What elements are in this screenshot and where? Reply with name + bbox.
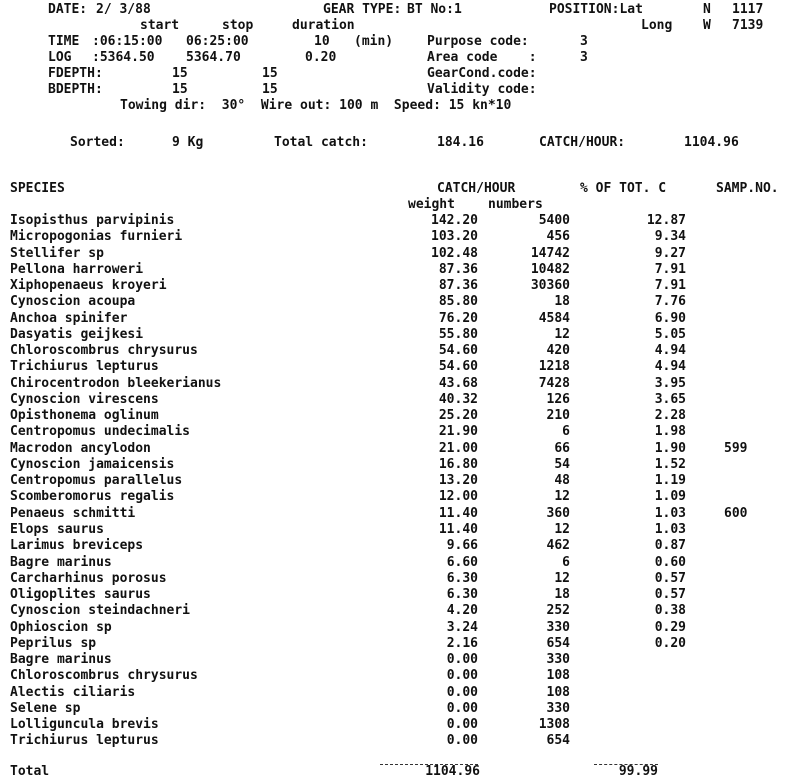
species-name: Xiphopenaeus kroyeri bbox=[10, 278, 167, 293]
percent-cell: 12.87 bbox=[646, 213, 686, 228]
weight-cell: 54.60 bbox=[438, 343, 478, 359]
numbers-cell: 12 bbox=[554, 326, 570, 342]
numbers-cell: 66 bbox=[554, 440, 570, 456]
species-name: Scomberomorus regalis bbox=[10, 489, 175, 505]
weight-cell: 9.66 bbox=[446, 538, 478, 554]
weight-cell: 85.80 bbox=[438, 294, 478, 310]
species-name: Selene sp bbox=[10, 700, 81, 716]
species-name: Dasyatis geijkesi bbox=[10, 326, 144, 342]
weight-cell: 21.90 bbox=[438, 424, 478, 440]
species-name: Chirocentrodon bleekerianus bbox=[10, 375, 222, 391]
percent-cell: 0.20 bbox=[654, 635, 686, 651]
numbers-cell: 330 bbox=[546, 619, 570, 635]
fdepth-label: FDEPTH: bbox=[48, 66, 103, 81]
time-start: :06:15:00 bbox=[92, 34, 163, 49]
species-name: Opisthonema oglinum bbox=[10, 408, 159, 424]
weight-cell: 0.00 bbox=[446, 652, 478, 667]
species-name: Macrodon ancylodon bbox=[10, 440, 151, 456]
time-unit: (min) bbox=[354, 34, 394, 49]
numbers-cell: 4584 bbox=[538, 310, 570, 326]
fdepth-start: 15 bbox=[172, 66, 188, 81]
weight-cell: 6.30 bbox=[446, 570, 478, 586]
total-label: Total bbox=[10, 764, 50, 779]
species-name: Centropomus undecimalis bbox=[10, 424, 191, 440]
weight-cell: 142.20 bbox=[431, 213, 478, 228]
long-hemisphere: W bbox=[703, 18, 711, 33]
numbers-cell: 462 bbox=[546, 538, 570, 554]
weight-cell: 3.24 bbox=[446, 619, 478, 635]
numbers-cell: 108 bbox=[546, 684, 570, 700]
numbers-cell: 108 bbox=[546, 668, 570, 684]
numbers-cell: 330 bbox=[546, 652, 570, 667]
weight-cell: 0.00 bbox=[446, 717, 478, 733]
weight-cell: 21.00 bbox=[438, 440, 478, 456]
numbers-cell: 654 bbox=[546, 733, 570, 749]
species-name: Cynoscion jamaicensis bbox=[10, 456, 175, 472]
numbers-cell: 12 bbox=[554, 570, 570, 586]
numbers-cell: 5400 bbox=[538, 213, 570, 228]
species-name: Bagre marinus bbox=[10, 554, 112, 570]
species-name: Trichiurus lepturus bbox=[10, 733, 159, 749]
numbers-cell: 6 bbox=[562, 554, 570, 570]
gearcond-code-label: GearCond.code: bbox=[427, 66, 537, 81]
weight-cell: 6.60 bbox=[446, 554, 478, 570]
sorted-value: 9 Kg bbox=[172, 135, 204, 150]
numbers-cell: 210 bbox=[546, 408, 570, 424]
towing-info-line: Towing dir: 30° Wire out: 100 m Speed: 15 kn*10 bbox=[120, 98, 512, 113]
lat-hemisphere: N bbox=[703, 2, 711, 17]
total-catch-label: Total catch: bbox=[274, 135, 368, 150]
percent-cell: 1.03 bbox=[654, 521, 686, 537]
validity-code-label: Validity code: bbox=[427, 82, 537, 97]
gear-type-label: GEAR TYPE: bbox=[323, 2, 402, 17]
time-stop: 06:25:00 bbox=[186, 34, 249, 49]
stop-column-label: stop bbox=[222, 18, 254, 33]
numbers-header: numbers bbox=[488, 197, 543, 212]
numbers-cell: 654 bbox=[546, 635, 570, 651]
numbers-cell: 252 bbox=[546, 603, 570, 619]
percent-cell: 6.90 bbox=[654, 310, 686, 326]
purpose-code-label: Purpose code: bbox=[427, 34, 529, 49]
long-value: 7139 bbox=[732, 18, 764, 33]
percent-cell: 0.57 bbox=[654, 570, 686, 586]
log-stop: 5364.70 bbox=[186, 50, 241, 65]
numbers-cell: 54 bbox=[554, 456, 570, 472]
numbers-cell: 18 bbox=[554, 587, 570, 602]
species-header: SPECIES bbox=[10, 181, 65, 196]
numbers-cell: 10482 bbox=[530, 261, 570, 277]
species-name: Cynoscion steindachneri bbox=[10, 603, 191, 619]
sample-number-cell: 600 bbox=[724, 505, 748, 521]
weight-cell: 43.68 bbox=[438, 375, 478, 391]
weight-cell: 40.32 bbox=[438, 391, 478, 407]
numbers-cell: 14742 bbox=[530, 245, 570, 261]
long-label: Long bbox=[641, 18, 673, 33]
weight-cell: 25.20 bbox=[438, 408, 478, 424]
species-name: Stellifer sp bbox=[10, 245, 104, 261]
species-name: Centropomus parallelus bbox=[10, 473, 183, 489]
percent-cell: 5.05 bbox=[654, 326, 686, 342]
percent-cell: 1.90 bbox=[654, 440, 686, 456]
sample-number-cell: 599 bbox=[724, 440, 748, 456]
species-name: Chloroscombrus chrysurus bbox=[10, 668, 198, 684]
numbers-cell: 126 bbox=[546, 391, 570, 407]
total-percent: 99.99 bbox=[618, 764, 658, 779]
catch-hour-value: 1104.96 bbox=[684, 135, 739, 150]
percent-cell: 3.95 bbox=[654, 375, 686, 391]
percent-cell: 7.91 bbox=[654, 278, 686, 293]
weight-cell: 16.80 bbox=[438, 456, 478, 472]
species-name: Bagre marinus bbox=[10, 652, 112, 667]
numbers-cell: 6 bbox=[562, 424, 570, 440]
lat-value: 1117 bbox=[732, 2, 764, 17]
numbers-cell: 360 bbox=[546, 505, 570, 521]
weight-cell: 0.00 bbox=[446, 668, 478, 684]
weight-cell: 54.60 bbox=[438, 359, 478, 375]
percent-cell: 7.76 bbox=[654, 294, 686, 310]
log-duration: 0.20 bbox=[305, 50, 337, 65]
weight-cell: 2.16 bbox=[446, 635, 478, 651]
weight-cell: 87.36 bbox=[438, 278, 478, 293]
percent-cell: 4.94 bbox=[654, 343, 686, 359]
species-name: Carcharhinus porosus bbox=[10, 570, 167, 586]
percent-cell: 7.91 bbox=[654, 261, 686, 277]
weight-cell: 11.40 bbox=[438, 521, 478, 537]
position-lat-label: POSITION:Lat bbox=[549, 2, 643, 17]
bdepth-label: BDEPTH: bbox=[48, 82, 103, 97]
percent-cell: 1.03 bbox=[654, 505, 686, 521]
numbers-cell: 18 bbox=[554, 294, 570, 310]
percent-cell: 9.34 bbox=[654, 229, 686, 245]
weight-cell: 0.00 bbox=[446, 684, 478, 700]
percent-cell: 1.09 bbox=[654, 489, 686, 505]
species-name: Oligoplites saurus bbox=[10, 587, 151, 602]
time-label: TIME bbox=[48, 34, 80, 49]
duration-column-label: duration bbox=[292, 18, 355, 33]
purpose-code-value: 3 bbox=[580, 34, 588, 49]
species-name: Alectis ciliaris bbox=[10, 684, 136, 700]
percent-cell: 0.38 bbox=[654, 603, 686, 619]
weight-cell: 87.36 bbox=[438, 261, 478, 277]
percent-cell: 1.19 bbox=[654, 473, 686, 489]
numbers-cell: 330 bbox=[546, 700, 570, 716]
species-name: Peprilus sp bbox=[10, 635, 97, 651]
percent-cell: 4.94 bbox=[654, 359, 686, 375]
sorted-label: Sorted: bbox=[70, 135, 125, 150]
catch-hour-label: CATCH/HOUR: bbox=[539, 135, 626, 150]
bdepth-start: 15 bbox=[172, 82, 188, 97]
percent-cell: 0.29 bbox=[654, 619, 686, 635]
numbers-cell: 12 bbox=[554, 489, 570, 505]
date-value: 2/ 3/88 bbox=[96, 2, 151, 17]
percent-total-header: % OF TOT. C bbox=[580, 181, 667, 196]
numbers-cell: 7428 bbox=[538, 375, 570, 391]
species-name: Pellona harroweri bbox=[10, 261, 144, 277]
percent-cell: 1.52 bbox=[654, 456, 686, 472]
numbers-cell: 456 bbox=[546, 229, 570, 245]
weight-cell: 12.00 bbox=[438, 489, 478, 505]
percent-cell: 1.98 bbox=[654, 424, 686, 440]
log-label: LOG bbox=[48, 50, 72, 65]
weight-header: weight bbox=[408, 197, 455, 212]
percent-cell: 0.60 bbox=[654, 554, 686, 570]
species-name: Elops saurus bbox=[10, 521, 104, 537]
area-code-value: 3 bbox=[580, 50, 588, 65]
percent-cell: 3.65 bbox=[654, 391, 686, 407]
area-code-label: Area code : bbox=[427, 50, 537, 65]
numbers-cell: 12 bbox=[554, 521, 570, 537]
log-start: :5364.50 bbox=[92, 50, 155, 65]
percent-cell: 0.87 bbox=[654, 538, 686, 554]
weight-cell: 0.00 bbox=[446, 700, 478, 716]
weight-cell: 103.20 bbox=[431, 229, 478, 245]
bdepth-stop: 15 bbox=[262, 82, 278, 97]
percent-cell: 0.57 bbox=[654, 587, 686, 602]
species-name: Trichiurus lepturus bbox=[10, 359, 159, 375]
weight-cell: 4.20 bbox=[446, 603, 478, 619]
catch-hour-header: CATCH/HOUR bbox=[437, 181, 516, 196]
total-weight: 1104.96 bbox=[425, 764, 480, 779]
numbers-cell: 48 bbox=[554, 473, 570, 489]
percent-cell: 2.28 bbox=[654, 408, 686, 424]
gear-type-value: BT No:1 bbox=[407, 2, 462, 17]
weight-cell: 13.20 bbox=[438, 473, 478, 489]
weight-cell: 76.20 bbox=[438, 310, 478, 326]
species-name: Penaeus schmitti bbox=[10, 505, 136, 521]
weight-cell: 55.80 bbox=[438, 326, 478, 342]
fdepth-stop: 15 bbox=[262, 66, 278, 81]
species-name: Micropogonias furnieri bbox=[10, 229, 183, 245]
weight-cell: 6.30 bbox=[446, 587, 478, 602]
percent-cell: 9.27 bbox=[654, 245, 686, 261]
species-name: Isopisthus parvipinis bbox=[10, 213, 175, 228]
numbers-cell: 420 bbox=[546, 343, 570, 359]
species-name: Chloroscombrus chrysurus bbox=[10, 343, 198, 359]
species-name: Cynoscion acoupa bbox=[10, 294, 136, 310]
weight-cell: 0.00 bbox=[446, 733, 478, 749]
sample-number-header: SAMP.NO. bbox=[716, 181, 779, 196]
weight-cell: 102.48 bbox=[431, 245, 478, 261]
species-name: Lolliguncula brevis bbox=[10, 717, 159, 733]
numbers-cell: 1308 bbox=[538, 717, 570, 733]
species-name: Ophioscion sp bbox=[10, 619, 112, 635]
numbers-cell: 1218 bbox=[538, 359, 570, 375]
start-column-label: start bbox=[140, 18, 180, 33]
date-label: DATE: bbox=[48, 2, 88, 17]
total-catch-value: 184.16 bbox=[437, 135, 484, 150]
numbers-cell: 30360 bbox=[530, 278, 570, 293]
species-name: Anchoa spinifer bbox=[10, 310, 128, 326]
species-name: Larimus breviceps bbox=[10, 538, 144, 554]
weight-cell: 11.40 bbox=[438, 505, 478, 521]
species-name: Cynoscion virescens bbox=[10, 391, 159, 407]
time-duration: 10 bbox=[314, 34, 330, 49]
